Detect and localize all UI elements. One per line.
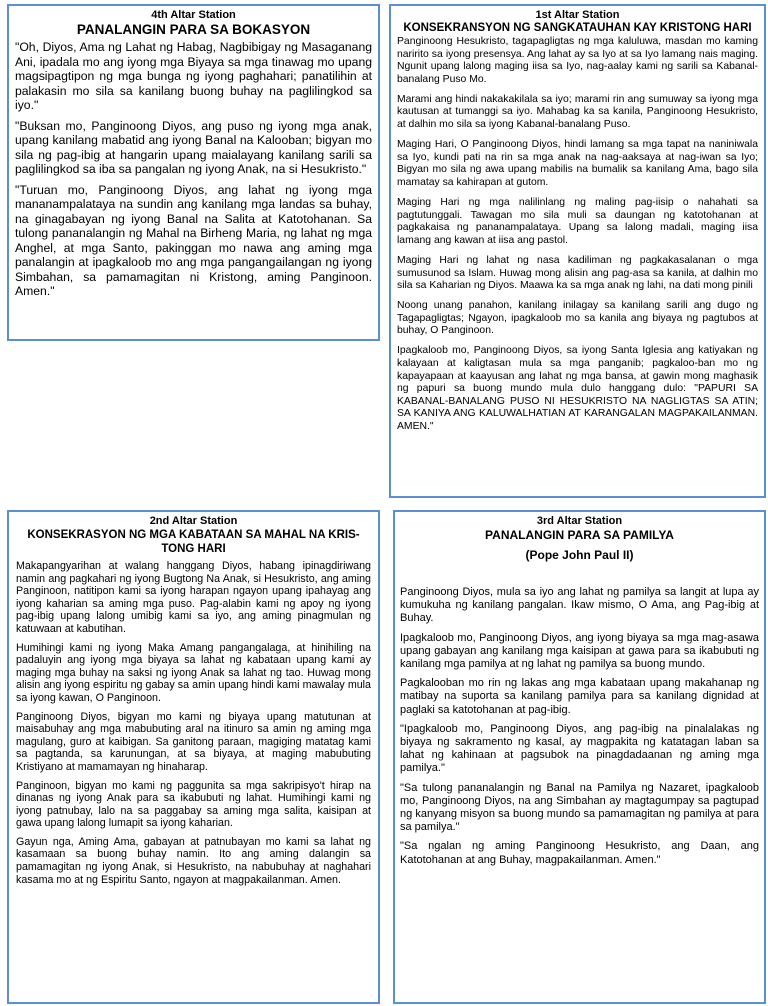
prayer-title: KONSEKRASYON NG MGA KABATAAN SA MAHAL NA KRIS-TONG HARI [27, 529, 360, 555]
station-label: 4th Altar Station [151, 9, 236, 21]
station-label: 1st Altar Station [535, 9, 620, 21]
prayer-paragraph: "Turuan mo, Panginoong Diyos, ang lahat ng iyong mga mananampalataya na sundin ang kanilang mga landas sa buhay, na ginagabayan ng iyong Banal na Salita at Katotohanan. Sa tulong pananalangin ng Mahal na Birheng Maria, ng lahat ng mga Anghel, at mga Santo, pakinggan mo nawa ang aming mga panalangin at ipagkaloob mo ang mga pangangailangan ng iyong Simbahan, sa pamamagitan ni Kristong, aming Panginoon. Amen." [15, 182, 372, 298]
prayer-paragraph: Maging Hari ng lahat ng nasa kadiliman ng pagkakasalanan o mga sumusunod sa Islam. Huwag mong alisin ang pag-asa sa kanila, at dalhin mo sila sa Kaharian ng Diyos. Maawa ka sa mga anak ng lahi, na dati mong pinili [397, 254, 758, 292]
prayer-paragraph: Panginoong Diyos, mula sa iyo ang lahat ng pamilya sa langit at lupa ay kumukuha ng kanilang pangalan. Ikaw mismo, O Ama, ang Pag-ibig at Buhay. [400, 586, 759, 625]
prayer-title: PANALANGIN PARA SA BOKASYON [76, 22, 311, 37]
prayer-paragraph: Pagkalooban mo rin ng lakas ang mga kabataan upang makahanap ng matibay na suporta sa kanilang pamilya para sa kanilang dignidad at paglaki sa katotohanan at pag-ibig. [400, 677, 759, 716]
altar-station-2-panel [7, 510, 380, 1004]
prayer-paragraph: Maging Hari, O Panginoong Diyos, hindi lamang sa mga tapat na naniniwala sa Iyo, kundi pati na rin sa mga anak na nag-aaksaya at nag-iwan sa Iyo; Bigyan mo sila ng awa upang mabilis na bumalik sa kanilang Ama, bago sila mamatay sa kahirapan at gutom. [397, 139, 758, 188]
prayer-paragraph: Ipagkaloob mo, Panginoong Diyos, sa iyong Santa Iglesia ang katiyakan ng kalayaan at kaligtasan mula sa mga panganib; pagkaloo-ban mo ng kapayapaan at kaayusan ang lahat ng mga bansa, at gawin mong maghasik ng papuri sa buong mundo mula dulo hanggang dulo: "PAPURI SA KABANAL-BANALANG PUSO NI HESUKRISTO NA NAGLIGTAS SA ATIN; SA KANIYA ANG KALUWALHATIAN AT KARANGALAN MAGPAKAILANMAN. AMEN." [397, 345, 758, 433]
station-label: 3rd Altar Station [536, 515, 623, 527]
altar-station-1-panel [389, 4, 766, 498]
prayer-paragraph: Noong unang panahon, kanilang inilagay sa kanilang sarili ang dugo ng Tagapagligtas; Ngayon, ipagkaloob mo sa kanila ang biyaya ng pagtubos at buhay, O Panginoon. [397, 300, 758, 337]
altar-station-3-panel [393, 510, 766, 1004]
prayer-paragraph: Panginoon, bigyan mo kami ng paggunita sa mga sakripisyo't hirap na dinanas ng iyong Anak para sa ikabubuti ng lahat. Humihingi kami ng iyong patnubay, lalo na sa paggabay sa aming mga salita, kaisipan at gawa upang lalong lumapit sa iyong kaharian. [16, 779, 371, 830]
prayer-title: PANALANGIN PARA SA PAMILYA [485, 528, 674, 542]
prayer-paragraph: Maging Hari ng mga nalilinlang ng maling pag-iisip o nahahati sa pagtutunggali. Tawagan mo sila muli sa daungan ng katotohanan at pagkakaisa ng pananampalataya. Upang sa lalong madali, maging iisa lamang ang kawan at iisa ang pastol. [397, 197, 758, 246]
prayer-paragraph: Makapangyarihan at walang hanggang Diyos, habang ipinagdiriwang namin ang pagkahari ng iyong Bugtong Na Anak, si Hesukristo, ang aming Panginoon, natitipon kami sa iyong harapan ngayon upang ipahayag ang iyong kaharian sa aming mga puso. Pag-alabin kami ng apoy ng iyong pag-ibig upang lalong umibig kami sa iyo, ang aming pinagmulan ng katuwaan at kabutihan. [16, 560, 371, 635]
spacer [400, 562, 759, 586]
prayer-paragraph: Panginoong Hesukristo, tagapagligtas ng mga kaluluwa, masdan mo kaming naririto sa iyong presensya. Ang lahat ay sa Iyo at sa Iyo lamang nais maging. Ngunit upang lalong maging iisa sa Iyo, nag-aalay kami ng sarili sa Kabanal-banalang Puso Mo. [397, 36, 758, 85]
prayer-paragraph: "Ipagkaloob mo, Panginoong Diyos, ang pag-ibig na pinalalakas ng biyaya ng sakramento ng kasal, ay magpakita ng katatagan laban sa lahat ng kahinaan at pagsubok na pinagdadaanan ng aming mga pamilya." [400, 722, 759, 775]
prayer-paragraph: "Oh, Diyos, Ama ng Lahat ng Habag, Nagbibigay ng Masaganang Ani, ipadala mo ang iyong mga Biyaya sa mga tinawag mo upang magsipagtipon ng mga bunga ng iyong paghahari; panatilihin at palakasin mo sila sa kanilang buong buhay na paglilingkod sa iyo." [15, 40, 372, 112]
prayer-paragraph: "Sa tulong pananalangin ng Banal na Pamilya ng Nazaret, ipagkaloob mo, Panginoong Diyos, na ang Simbahan ay magtagumpay sa pagtupad ng kanyang misyon sa buong mundo sa pamamagitan ng pamilya at para sa pamilya." [400, 781, 759, 834]
prayer-paragraph: "Buksan mo, Panginoong Diyos, ang puso ng iyong mga anak, upang kanilang mabatid ang iyong Banal na Kalooban; bigyan mo sila ng pag-ibig at hangarin upang maialayang kanilang sarili sa paglilingkod sa iba sa pangalan ng iyong Anak, na si Hesukristo." [15, 118, 372, 176]
altar-station-4-panel [7, 4, 380, 341]
prayer-paragraph: Marami ang hindi nakakakilala sa iyo; marami rin ang sumuway sa iyong mga kautusan at tumanggi sa iyo. Mahabag ka sa kanila, Panginoong Hesukristo, at dalhin mo sila sa iyong Kabanal-banalang Puso. [397, 93, 758, 131]
prayer-subtitle: (Pope John Paul II) [525, 548, 634, 562]
prayer-paragraph: Gayun nga, Aming Ama, gabayan at patnubayan mo kami sa lahat ng kasamaan sa buong buhay namin. Ito ang aming dalangin sa pamamagitan ng iyong Anak, si Hesukristo, na nabubuhay at naghahari kasama mo at ng Espiritu Santo, ngayon at magpakailanman. Amen. [16, 835, 371, 886]
station-label: 2nd Altar Station [149, 515, 238, 527]
prayer-title: KONSEKRANSYON NG SANGKATAUHAN KAY KRISTONG HARI [403, 22, 752, 34]
prayer-paragraph: "Sa ngalan ng aming Panginoong Hesukristo, ang Daan, ang Katotohanan at ang Buhay, magpakailanman. Amen." [400, 840, 759, 866]
prayer-paragraph: Ipagkaloob mo, Panginoong Diyos, ang iyong biyaya sa mga mag-asawa upang gabayan ang kanilang mga kaisipan at gawa para sa ikabubuti ng kanilang mga pamilya at ng lahat ng pamilya sa buong mundo. [400, 631, 759, 671]
prayer-paragraph: Humihingi kami ng iyong Maka Amang pangangalaga, at hinihiling na padaluyin ang iyong mga biyaya sa lahat ng kabataan upang kami ay maging mga buhay na saksi ng iyong Anak sa lahat ng tao. Huwag mong alisin ang iyong espiritu ng gabay sa amin upang hindi kami mawalay mula sa iyong kawan, O Panginoon. [16, 641, 371, 704]
prayer-paragraph: Panginoong Diyos, bigyan mo kami ng biyaya upang matutunan at maisabuhay ang mga mabubuting aral na itinuro sa amin ng aming mga magulang, guro at kaibigan. Sa ganitong paraan, magiging matatag kami sa pagtanda, sa karunungan, at sa biyaya, at maging mabubuting Kristiyano at mamamayan ng hinaharap. [16, 710, 371, 773]
